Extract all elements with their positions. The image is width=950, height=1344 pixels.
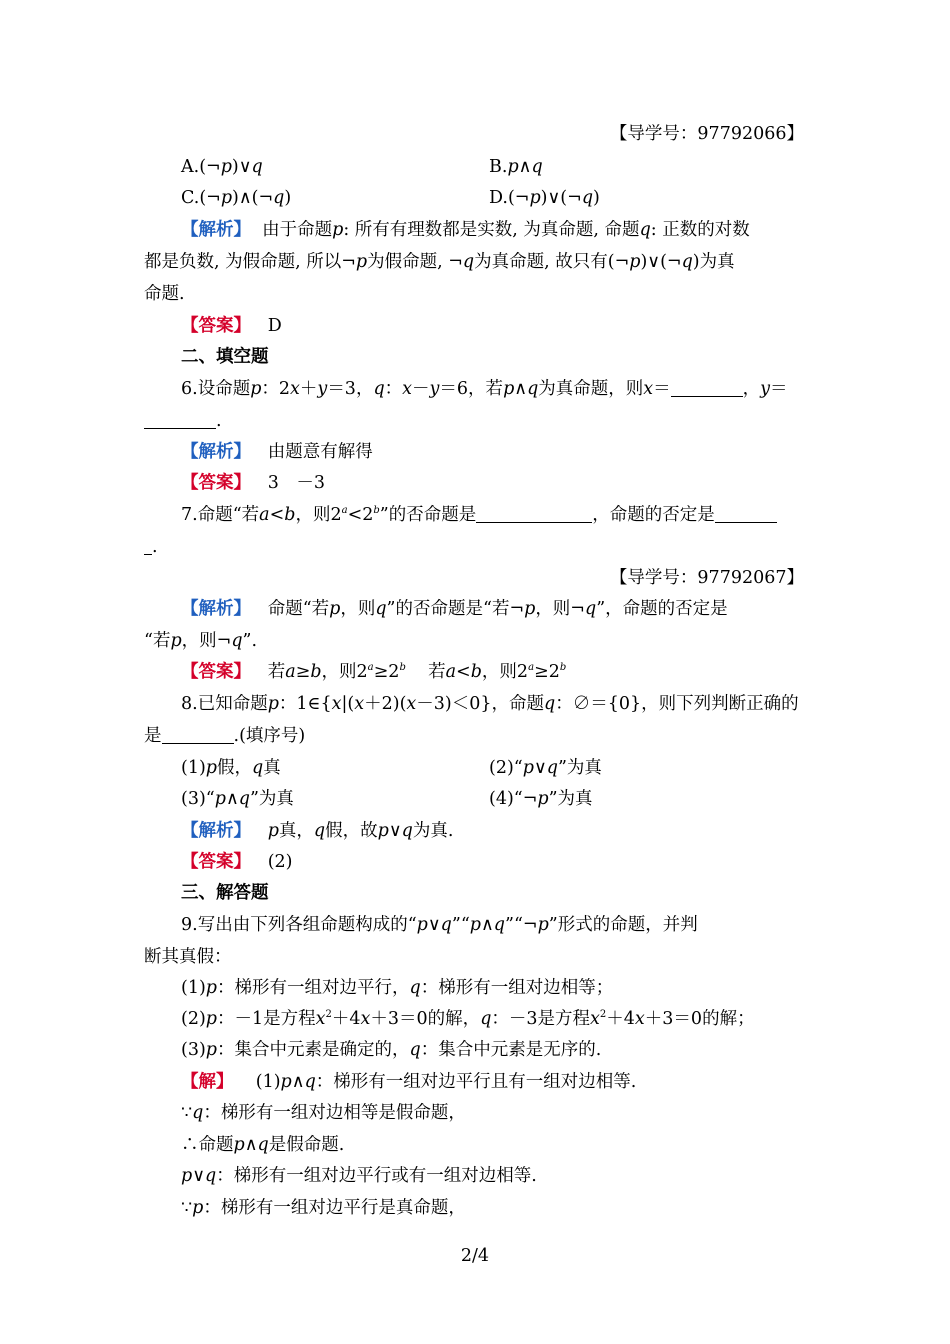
section-title-solve: 三、解答题	[181, 883, 269, 903]
answer-q8	[181, 850, 293, 874]
answer-value: 3 －3	[267, 473, 325, 493]
option-2: (2)“p∨q”为真	[489, 758, 602, 778]
answer-blank[interactable]	[476, 504, 592, 523]
analysis-label: 【解析】	[181, 220, 251, 240]
answer-value: D	[267, 316, 282, 336]
analysis-q5-line3: 命题.	[144, 284, 185, 304]
solution-label: 【解】	[181, 1072, 234, 1092]
answer-blank[interactable]	[144, 536, 152, 555]
analysis-q7-line2: “若p，则¬q”.	[144, 631, 258, 651]
option-d: D.(¬p)∨(¬q)	[489, 188, 600, 208]
analysis-label: 【解析】	[181, 821, 251, 841]
answer-value: (2)	[267, 852, 293, 872]
answer-q7: 【答案】 若a≥b，则$2^a\ge 2^b$ 若a<b，则$2^a\ge 2^b$	[181, 662, 567, 682]
answer-q5	[181, 314, 282, 338]
analysis-text: 由题意有解得	[267, 442, 373, 462]
answer-label: 【答案】	[181, 662, 251, 682]
analysis-q5-line1: 【解析】 由于命题p: 所有有理数都是实数, 为真命题, 命题q: 正数的对数	[181, 220, 750, 240]
question-9-line1: 9.写出由下列各组命题构成的“p∨q”“p∧q”“¬p”形式的命题，并判	[181, 915, 698, 935]
answer-label: 【答案】	[181, 852, 251, 872]
option-c: C.(¬p)∧(¬q)	[181, 188, 292, 208]
answer-blank[interactable]	[671, 378, 743, 397]
question-7-line1: 7.命题“若a<b，则$2^a<2^b$”的否命题是 ，命题的否定是	[181, 503, 777, 527]
question-8-line2: 是 .(填序号)	[144, 726, 306, 746]
question-7-line2: .	[144, 535, 158, 559]
reference-number: 【导学号：97792066】	[609, 124, 804, 144]
question-9-part3: (3)p：集合中元素是确定的，q：集合中元素是无序的.	[181, 1040, 602, 1060]
answer-blank[interactable]	[715, 504, 777, 523]
solution-q9-line4: p∨q：梯形有一组对边平行或有一组对边相等.	[181, 1166, 537, 1186]
question-9-part1: (1)p：梯形有一组对边平行，q：梯形有一组对边相等；	[181, 978, 614, 998]
answer-label: 【答案】	[181, 316, 251, 336]
question-6-line1: 6.设命题p：2x＋y＝3，q：x－y＝6，若p∧q为真命题，则x＝ ，y＝	[181, 379, 788, 399]
option-b: B.p∧q	[489, 157, 543, 177]
option-1: (1)p假，q真	[181, 758, 281, 778]
question-6-line2: .	[144, 409, 222, 433]
solution-q9-line5: ∵p：梯形有一组对边平行是真命题，	[181, 1198, 466, 1218]
solution-q9-line2: ∵q：梯形有一组对边相等是假命题，	[181, 1103, 466, 1123]
option-3: (3)“p∧q”为真	[181, 789, 294, 809]
answer-blank[interactable]	[162, 725, 234, 744]
question-9-line2: 断其真假：	[144, 947, 232, 967]
section-title-fill-in: 二、填空题	[181, 347, 269, 367]
solution-q9-line1: 【解】 (1)p∧q：梯形有一组对边平行且有一组对边相等.	[181, 1072, 637, 1092]
analysis-q8: 【解析】 p真，q假，故p∨q为真.	[181, 821, 454, 841]
analysis-label: 【解析】	[181, 442, 251, 462]
answer-label: 【答案】	[181, 473, 251, 493]
page-number: 2/4	[460, 1246, 490, 1266]
reference-number: 【导学号：97792067】	[609, 568, 804, 588]
option-a: A.(¬p)∨q	[181, 157, 263, 177]
answer-blank[interactable]	[144, 410, 216, 429]
analysis-q6	[181, 440, 373, 464]
analysis-q7-line1: 【解析】 命题“若p，则q”的否命题是“若¬p，则¬q”，命题的否定是	[181, 599, 728, 619]
question-9-part2: (2)p：－1是方程$x^2+4x+3=0$的解，q：－3是方程$x^2+4x+3=0$的解；	[181, 1009, 755, 1029]
question-8-line1: 8.已知命题p：1∈{x|(x＋2)(x－3)＜0}，命题q：∅＝{0}，则下列判断正确的	[181, 694, 799, 714]
option-4: (4)“¬p”为真	[489, 789, 593, 809]
answer-q6	[181, 471, 325, 495]
analysis-q5-line2: 都是负数, 为假命题, 所以¬p为假命题, ¬q为真命题, 故只有(¬p)∨(¬q)为真	[144, 252, 735, 272]
solution-q9-line3: ∴命题p∧q是假命题.	[181, 1135, 345, 1155]
analysis-label: 【解析】	[181, 599, 251, 619]
